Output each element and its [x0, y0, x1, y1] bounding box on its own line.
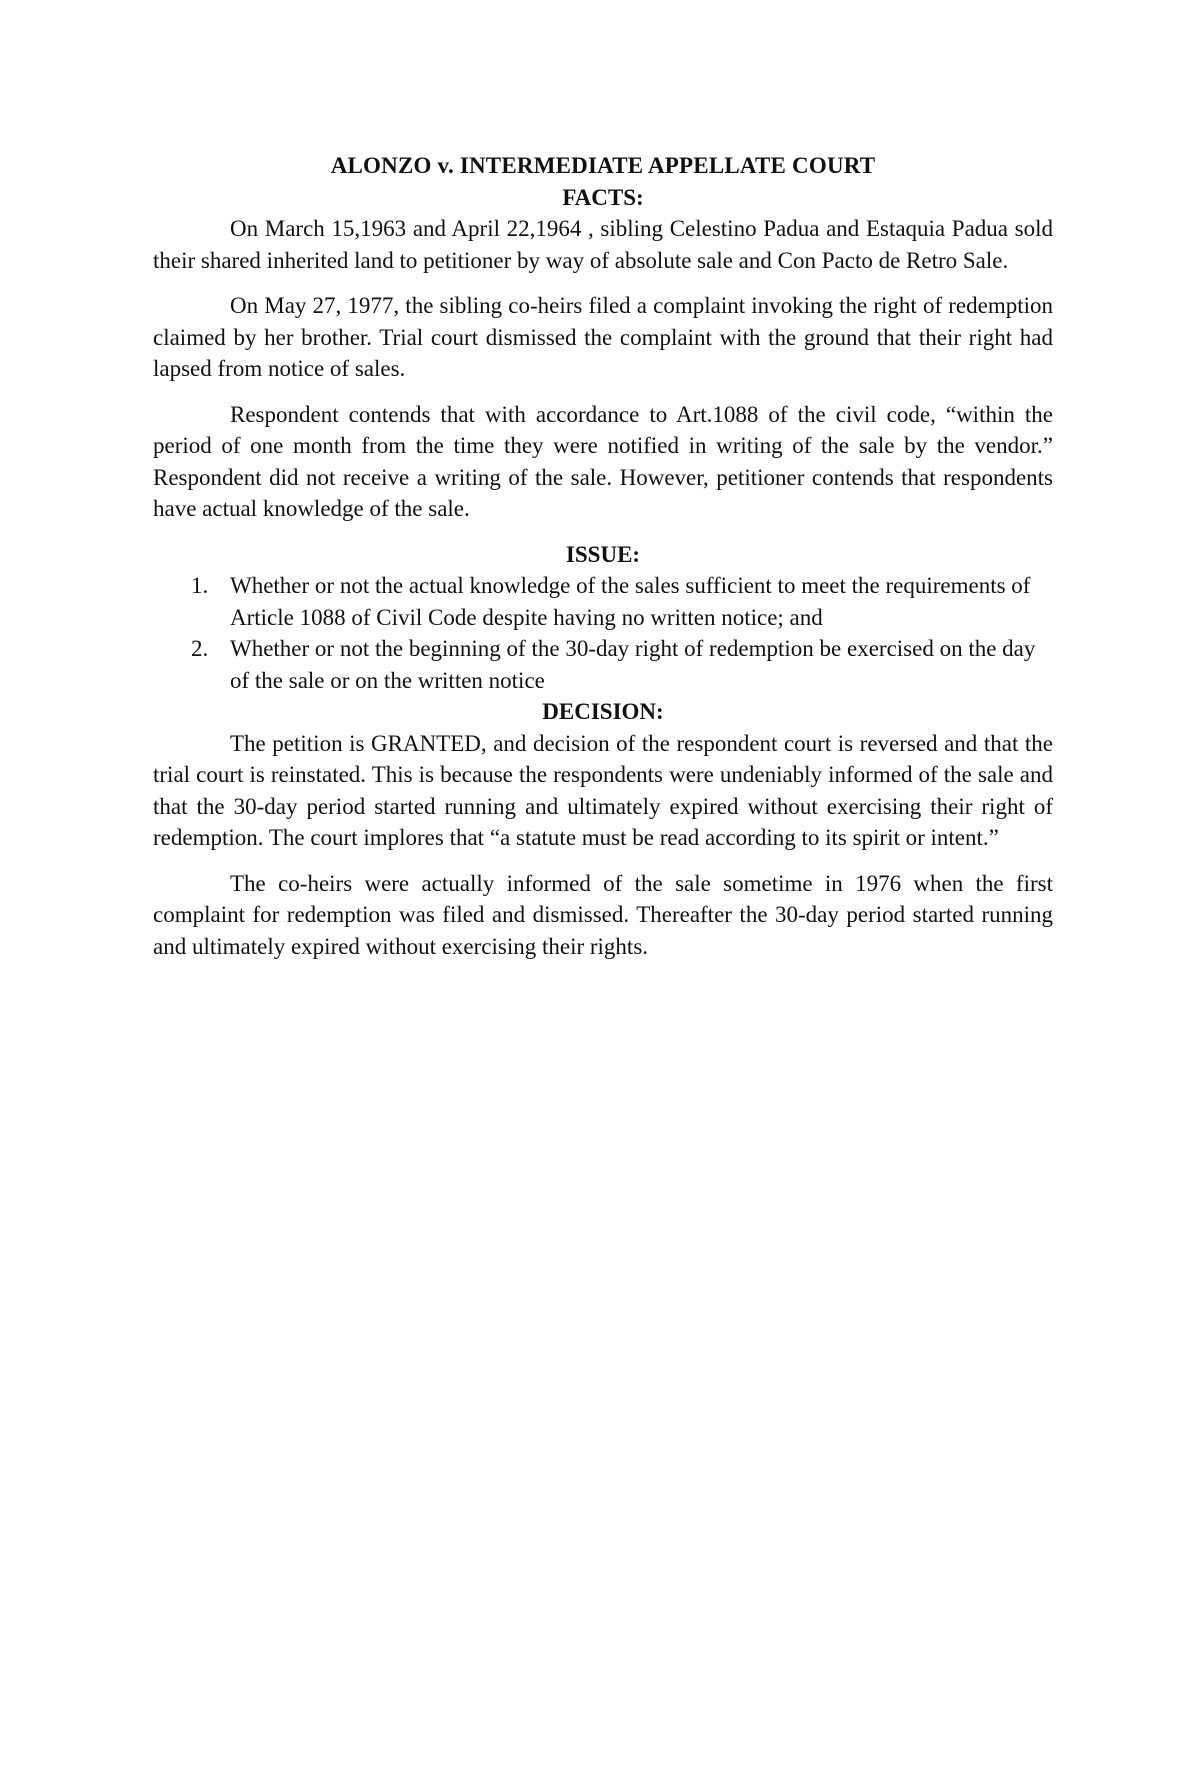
- issue-item: [153, 633, 1053, 696]
- facts-paragraph: Respondent contends that with accordance to Art.1088 of the civil code, “within the period of one month from the time they were notified in writing of the sale by the vendor.” Respondent did not receive a writing of the sale. However, petitioner contends that respondents have actual knowledge of the sale.: [153, 401, 1053, 521]
- document-body: [153, 150, 1053, 976]
- issue-text: Whether or not the beginning of the 30-day right of redemption be exercised on the day of the sale or on the written notice: [230, 636, 1036, 693]
- facts-heading: FACTS:: [562, 184, 644, 210]
- case-title: ALONZO v. INTERMEDIATE APPELLATE COURT: [330, 153, 876, 178]
- issue-text: Whether or not the actual knowledge of the sales sufficient to meet the requirements of Article 1088 of Civil Code despite having no written notice; and: [230, 573, 1031, 630]
- issue-number: 2.: [191, 636, 209, 661]
- facts-paragraph: On May 27, 1977, the sibling co-heirs filed a complaint invoking the right of redemption claimed by her brother. Trial court dismissed the complaint with the ground that their right had lapsed from notice of sales.: [153, 293, 1053, 381]
- issue-list: [153, 570, 1053, 696]
- decision-paragraph: The petition is GRANTED, and decision of the respondent court is reversed and that the trial court is reinstated. This is because the respondents were undeniably informed of the sale and that the 30-day period started running and ultimately expired without exercising their right of redemption. The court implores that “a statute must be read according to its spirit or intent.”: [153, 730, 1053, 850]
- issue-heading: ISSUE:: [565, 541, 641, 567]
- decision-paragraph: The co-heirs were actually informed of the sale sometime in 1976 when the first complaint for redemption was filed and dismissed. Thereafter the 30-day period started running and ultimately expired without exercising their rights.: [153, 870, 1053, 959]
- issue-number: 1.: [191, 573, 209, 598]
- decision-heading: DECISION:: [542, 699, 664, 724]
- issue-item: [153, 570, 1053, 633]
- facts-paragraph: On March 15,1963 and April 22,1964 , sibling Celestino Padua and Estaquia Padua sold their shared inherited land to petitioner by way of absolute sale and Con Pacto de Retro Sale.: [153, 216, 1053, 273]
